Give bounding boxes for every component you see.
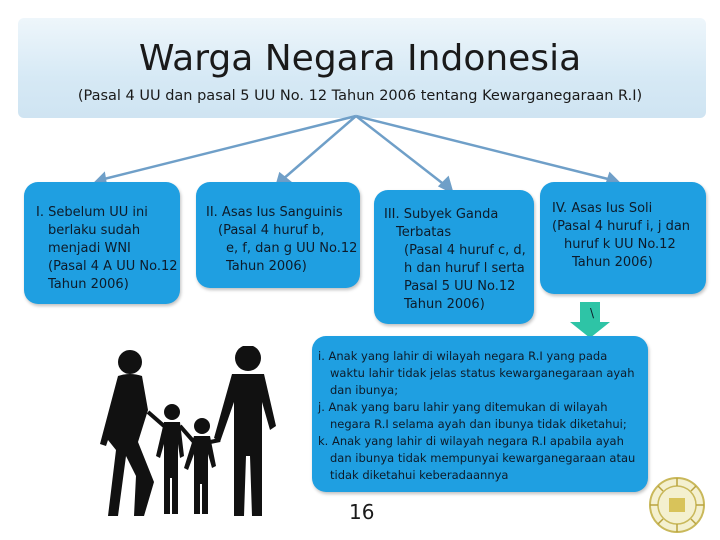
backslash-mark: \: [590, 306, 595, 320]
box-subyek-ganda: III. Subyek Ganda Terbatas (Pasal 4 huruf c, d, h dan huruf l serta Pasal 5 UU No.12 Tahun 2006): [374, 190, 534, 324]
box-detail-ius-soli: i. Anak yang lahir di wilayah negara R.I yang pada waktu lahir tidak jelas status kewarganegaraan ayah dan ibunya; j. Anak yang baru lahir yang ditemukan di wilayah negara R.I selama ayah dan ibunya tidak diketahui; k. Anak yang lahir di wilayah negara R.I apabila ayah dan ibunya tidak mempunyai kewarganegaraan atau tidak diketahui keberadaannya: [312, 336, 648, 492]
page-number: 16: [349, 500, 375, 524]
page-subtitle: (Pasal 4 UU dan pasal 5 UU No. 12 Tahun 2006 tentang Kewarganegaraan R.I): [77, 88, 643, 104]
box-ius-soli: IV. Asas Ius Soli (Pasal 4 huruf i, j dan huruf k UU No.12 Tahun 2006): [540, 182, 706, 294]
family-silhouette-image: [88, 346, 308, 522]
connector-4: [356, 116, 612, 180]
page-title: Warga Negara Indonesia: [138, 38, 582, 79]
box-ius-sanguinis: II. Asas Ius Sanguinis (Pasal 4 huruf b, e, f, dan g UU No.12 Tahun 2006): [196, 182, 360, 288]
box-sebelum-uu: I. Sebelum UU ini berlaku sudah menjadi WNI (Pasal 4 A UU No.12 Tahun 2006): [24, 182, 180, 304]
university-seal-logo: [648, 476, 706, 534]
